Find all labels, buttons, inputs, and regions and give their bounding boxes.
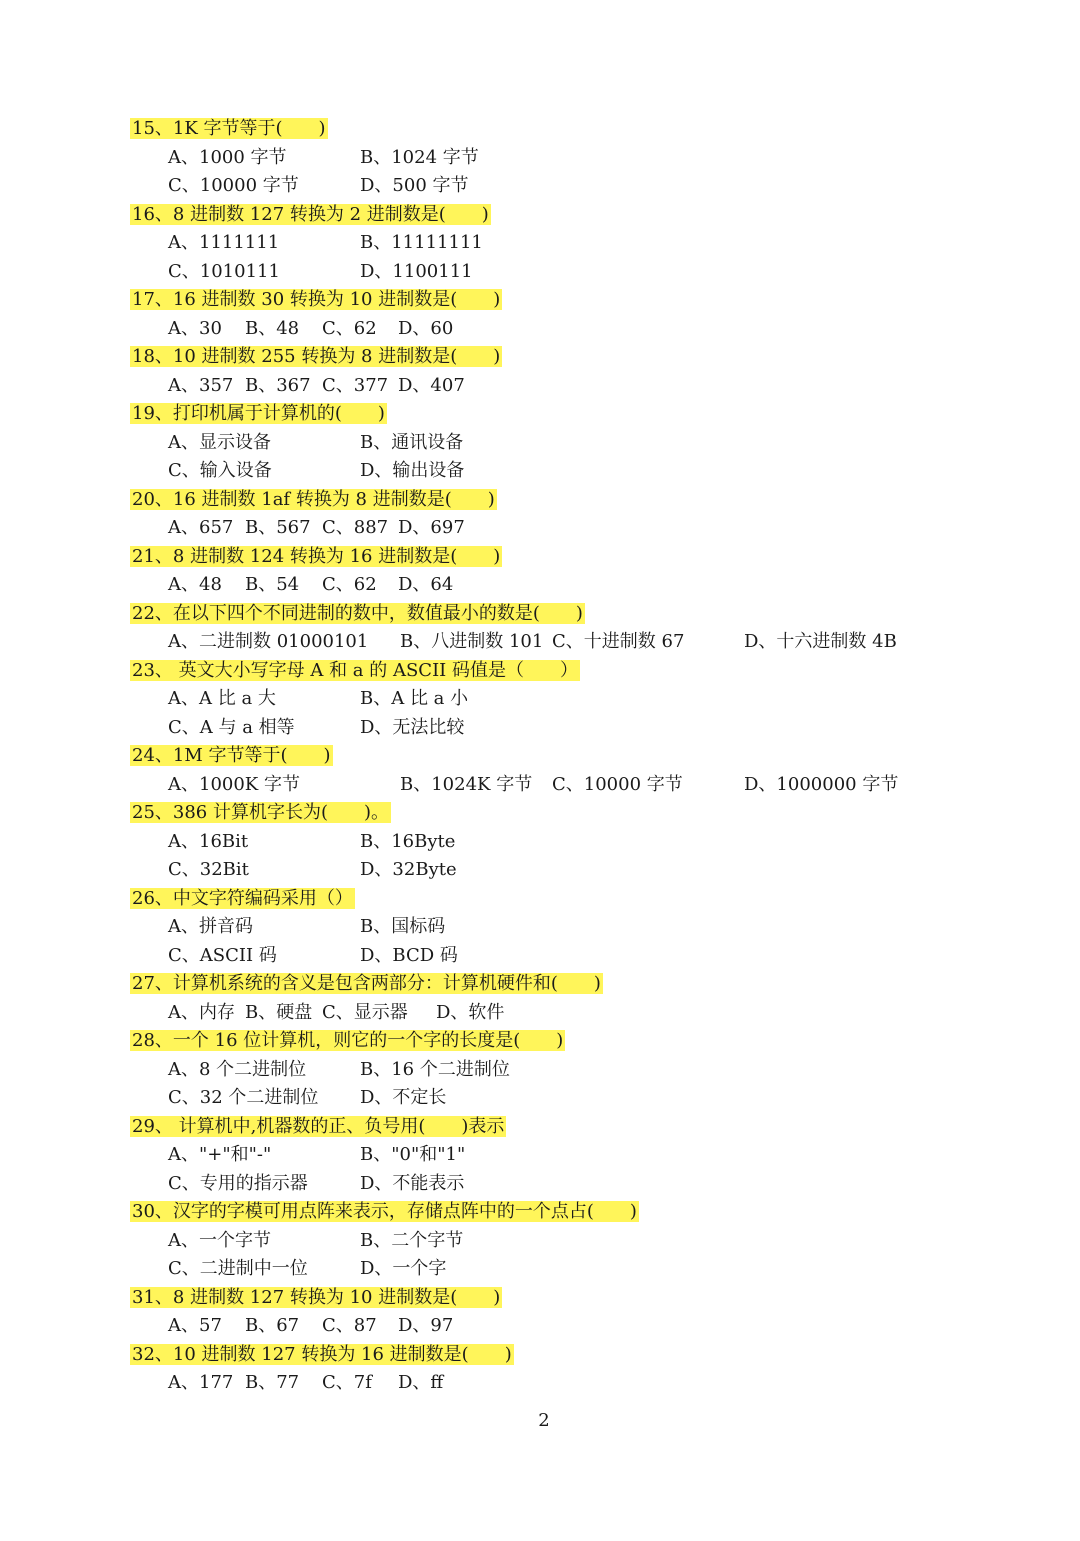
answer-option: D、500 字节: [360, 175, 469, 196]
answer-option: C、32 个二进制位: [168, 1087, 319, 1108]
answer-option: D、697: [398, 517, 465, 538]
question-stem: [130, 543, 502, 571]
answer-option: C、32Bit: [168, 859, 249, 880]
option-row: [130, 429, 990, 457]
question-stem: [130, 400, 387, 428]
option-row: [130, 1141, 990, 1169]
answer-option: C、62: [322, 317, 377, 339]
option-row: [130, 1255, 990, 1283]
answer-option: C、A 与 a 相等: [168, 716, 295, 738]
answer-option: A、拼音码: [168, 916, 253, 937]
option-row: [130, 172, 990, 200]
answer-option: B、54: [245, 574, 300, 595]
question-stem: [130, 343, 502, 371]
question-text: 23、 英文大小写字母 A 和 a 的 ASCII 码值是（ ）: [132, 659, 579, 681]
option-row: [130, 828, 990, 856]
option-row: [130, 1056, 990, 1084]
answer-option: A、A 比 a 大: [168, 688, 276, 709]
answer-option: B、1024K 字节: [400, 773, 533, 795]
question-stem: [130, 486, 497, 514]
question-stem: [130, 799, 391, 827]
answer-option: C、输入设备: [168, 460, 272, 481]
answer-option: C、十进制数 67: [552, 631, 685, 652]
option-row: [130, 1227, 990, 1255]
answer-option: C、1010111: [168, 260, 280, 282]
answer-option: D、输出设备: [360, 460, 465, 481]
answer-option: A、内存: [168, 1001, 235, 1023]
answer-option: C、62: [322, 574, 377, 595]
question-stem: [130, 1198, 639, 1226]
question-text: 24、1M 字节等于( ): [132, 745, 331, 766]
option-row: [130, 999, 990, 1027]
option-row: [130, 372, 990, 400]
answer-option: A、57: [168, 1315, 222, 1336]
option-row: [130, 1369, 990, 1397]
option-row: [130, 913, 990, 941]
answer-option: B、48: [245, 317, 300, 339]
page-number: 2: [538, 1410, 550, 1431]
answer-option: B、67: [245, 1315, 300, 1336]
question-text: 17、16 进制数 30 转换为 10 进制数是( ): [132, 289, 501, 310]
answer-option: A、177: [168, 1372, 234, 1393]
option-row: [130, 942, 990, 970]
question-stem: [130, 1113, 506, 1141]
answer-option: A、8 个二进制位: [168, 1058, 307, 1080]
answer-option: B、"0"和"1": [360, 1144, 466, 1165]
answer-option: B、16Byte: [360, 830, 456, 852]
question-text: 26、中文字符编码采用（）: [132, 887, 353, 909]
answer-option: D、无法比较: [360, 716, 465, 738]
answer-option: A、657: [168, 517, 234, 538]
answer-option: B、二个字节: [360, 1229, 464, 1251]
question-text: 22、在以下四个不同进制的数中，数值最小的数是( ): [132, 602, 583, 624]
answer-option: B、567: [245, 517, 311, 538]
answer-option: D、ff: [398, 1372, 444, 1393]
question-text: 21、8 进制数 124 转换为 16 进制数是( ): [132, 545, 501, 567]
answer-option: A、30: [168, 317, 222, 339]
question-text: 18、10 进制数 255 转换为 8 进制数是( ): [132, 346, 501, 367]
answer-option: A、1000 字节: [168, 146, 287, 168]
answer-option: D、不定长: [360, 1087, 447, 1108]
question-stem: [130, 600, 585, 628]
question-stem: [130, 1284, 502, 1312]
option-row: [130, 514, 990, 542]
answer-option: B、国标码: [360, 916, 446, 937]
answer-option: B、77: [245, 1372, 300, 1393]
option-row: [130, 685, 990, 713]
answer-option: A、显示设备: [168, 431, 271, 453]
answer-option: B、1024 字节: [360, 146, 479, 168]
option-row: [130, 628, 990, 656]
option-row: [130, 771, 990, 799]
answer-option: A、357: [168, 374, 234, 396]
question-text: 31、8 进制数 127 转换为 10 进制数是( ): [132, 1286, 501, 1308]
answer-option: C、专用的指示器: [168, 1172, 308, 1194]
question-text: 19、打印机属于计算机的( ): [132, 403, 385, 424]
option-row: [130, 571, 990, 599]
option-row: [130, 1170, 990, 1198]
answer-option: B、八进制数 101: [400, 631, 544, 652]
question-stem: [130, 970, 603, 998]
question-stem: [130, 742, 333, 770]
answer-option: C、10000 字节: [552, 773, 683, 795]
answer-option: A、16Bit: [168, 830, 249, 852]
answer-option: A、二进制数 01000101: [168, 631, 369, 652]
answer-option: D、软件: [436, 1001, 505, 1023]
answer-option: C、377: [322, 374, 389, 396]
answer-option: A、1000K 字节: [168, 773, 300, 795]
option-row: [130, 856, 990, 884]
answer-option: C、显示器: [322, 1001, 408, 1023]
answer-option: C、二进制中一位: [168, 1258, 308, 1279]
answer-option: C、ASCII 码: [168, 944, 277, 966]
answer-option: B、16 个二进制位: [360, 1058, 510, 1080]
answer-option: C、10000 字节: [168, 175, 299, 196]
option-row: [130, 1312, 990, 1340]
option-row: [130, 315, 990, 343]
answer-option: D、一个字: [360, 1258, 447, 1279]
answer-option: D、十六进制数 4B: [744, 631, 897, 652]
question-text: 32、10 进制数 127 转换为 16 进制数是( ): [132, 1343, 512, 1365]
question-stem: [130, 201, 491, 229]
question-text: 16、8 进制数 127 转换为 2 进制数是( ): [132, 203, 489, 225]
answer-option: D、BCD 码: [360, 944, 458, 966]
question-text: 30、汉字的字模可用点阵来表示，存储点阵中的一个点占( ): [132, 1201, 637, 1222]
answer-option: D、1100111: [360, 260, 473, 282]
option-row: [130, 144, 990, 172]
answer-option: D、407: [398, 374, 465, 396]
question-text: 20、16 进制数 1af 转换为 8 进制数是( ): [132, 488, 495, 510]
answer-option: D、1000000 字节: [744, 773, 899, 795]
question-text: 15、1K 字节等于( ): [132, 118, 326, 139]
answer-option: A、"+"和"-": [168, 1144, 272, 1165]
answer-option: B、通讯设备: [360, 431, 464, 453]
answer-option: D、不能表示: [360, 1172, 465, 1194]
answer-option: B、硬盘: [245, 1001, 313, 1023]
option-row: [130, 258, 990, 286]
answer-option: C、887: [322, 517, 389, 538]
option-row: [130, 1084, 990, 1112]
question-stem: [130, 1341, 514, 1369]
answer-option: D、32Byte: [360, 859, 457, 880]
answer-option: D、97: [398, 1315, 454, 1336]
question-text: 25、386 计算机字长为( )。: [132, 802, 390, 823]
question-stem: [130, 1027, 565, 1055]
answer-option: C、7f: [322, 1372, 372, 1393]
question-text: 28、一个 16 位计算机，则它的一个字的长度是( ): [132, 1030, 564, 1051]
option-row: [130, 229, 990, 257]
question-stem: [130, 657, 580, 685]
answer-option: D、64: [398, 574, 454, 595]
answer-option: B、367: [245, 374, 311, 396]
answer-option: D、60: [398, 317, 454, 339]
option-row: [130, 714, 990, 742]
question-stem: [130, 885, 355, 913]
question-text: 29、 计算机中,机器数的正、负号用( )表示: [132, 1115, 505, 1137]
answer-option: B、A 比 a 小: [360, 688, 469, 709]
answer-option: B、11111111: [360, 232, 483, 253]
question-stem: [130, 286, 502, 314]
option-row: [130, 457, 990, 485]
question-text: 27、计算机系统的含义是包含两部分：计算机硬件和( ): [132, 973, 601, 994]
answer-option: A、一个字节: [168, 1229, 271, 1251]
question-stem: [130, 115, 328, 143]
answer-option: C、87: [322, 1315, 377, 1336]
answer-option: A、48: [168, 574, 222, 595]
answer-option: A、1111111: [168, 232, 280, 253]
